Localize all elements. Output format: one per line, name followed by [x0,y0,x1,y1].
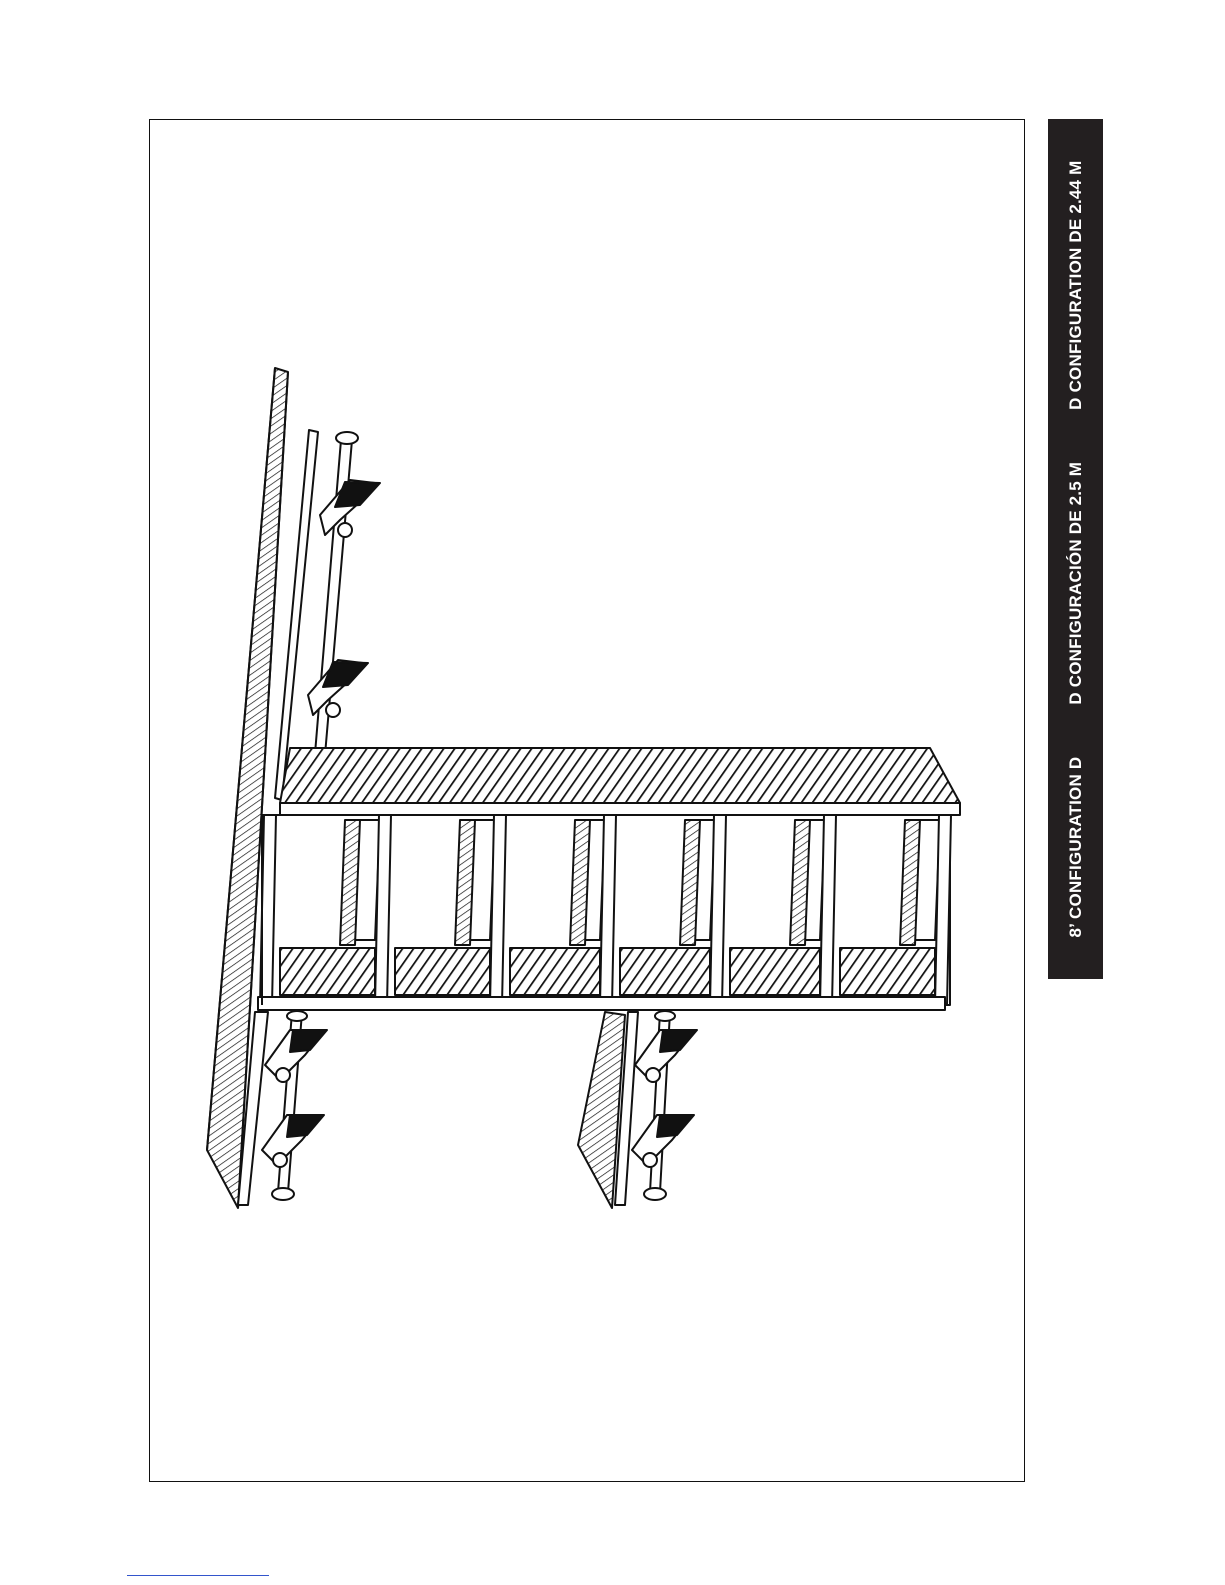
cubby-floor [840,948,935,995]
bracket-wheel [273,1153,287,1167]
configuration-tab [1048,119,1103,979]
footer-underline [127,1575,269,1576]
bracket-shelf-edge [290,1030,327,1052]
tower-divider [375,815,391,1005]
top-shelf [280,748,960,803]
cubby-floor [510,948,600,995]
rod-end-cap [287,1011,307,1021]
bracket-wheel [276,1068,290,1082]
bracket-wheel [338,523,352,537]
cubby-floor [620,948,710,995]
bracket-wheel [646,1068,660,1082]
tower-divider [935,815,951,1005]
tower-divider [490,815,506,1005]
bracket-shelf-edge [660,1030,697,1052]
bracket-shelf-edge [287,1115,324,1137]
tower-divider [600,815,616,1005]
rod-end-cap [655,1011,675,1021]
cubby-floor [280,948,375,995]
cubby-floor [395,948,490,995]
configuration-label-fr: D CONFIGURATION DE 2.44 M [1065,160,1085,410]
rod-end-cap [272,1188,294,1200]
bracket-wheel [326,703,340,717]
configuration-label-en: 8’ CONFIGURATION D [1065,756,1085,938]
tower-divider [820,815,836,1005]
bracket-wheel [643,1153,657,1167]
configuration-label [1066,160,1086,937]
rod-end-cap [336,432,358,444]
cubby-floor [730,948,820,995]
tower-divider [710,815,726,1005]
configuration-label-es: D CONFIGURACIÓN DE 2.5 M [1065,461,1085,705]
bracket-shelf-edge [657,1115,694,1137]
tower-bottom-rail [258,997,945,1010]
top-shelf-front-edge [280,803,960,815]
rod-end-cap [644,1188,666,1200]
